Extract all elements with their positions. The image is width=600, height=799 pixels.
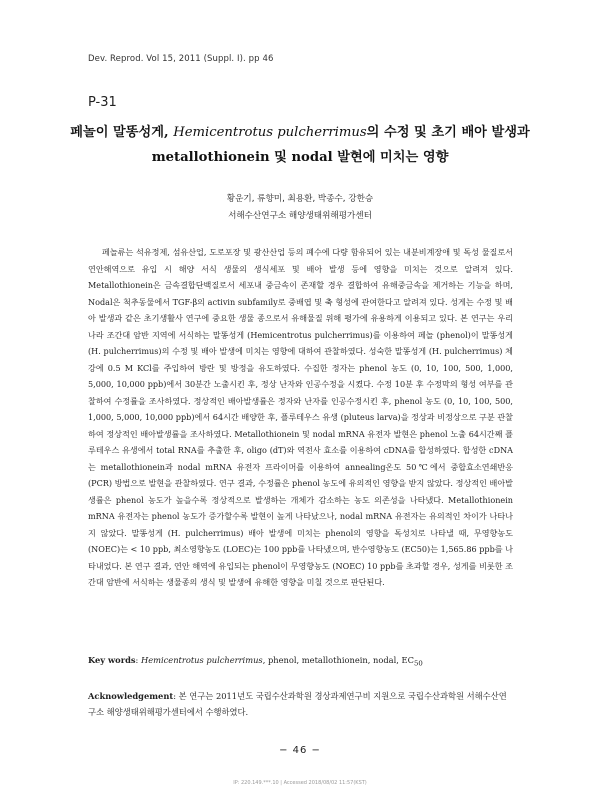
- abstract: [88, 244, 513, 591]
- paper-code: P-31: [88, 95, 117, 110]
- acknowledgement-label: Acknowledgement: [88, 691, 174, 701]
- access-info: IP: 220.149.***.10 | Accessed 2018/08/02 11:57(KST): [233, 780, 367, 786]
- abstract-text: 페놀류는 석유정제, 섬유산업, 도로포장 및 광산산업 등의 폐수에 다량 함유되어 있는 내분비계장애 및 독성 물질로서 연안해역으로 유입 시 해양 서식 생물의 생식세포 및 배아 발생 등에 영향을 미치는 것으로 알려져 있다. Metallothionein은 금속결합단백질로서 세포내 중금속이 존재할 경우 결합하여 유해중금속을 제거하는 기능을 하며, Nodal은 척추동물에서 TGF-β의 activin subfamily로 중배엽 및 축 형성에 관여한다고 알려져 있다. 성게는 수정 및 배아 발생과 같은 초기생활사 연구에 중요한 생물 종으로서 유해물질 위해 평가에 유용하게 이용되고 있다. 본 연구는 우리나라 조간대 암반 지역에 서식하는 말똥성게 (Hemicentrotus pulcherrimus)를 이용하여 페놀 (phenol)이 말똥성게 (H. pulcherrimus)의 수정 및 배아 발생에 미치는 영향에 대하여 관찰하였다. 성숙한 말똥성게 (H. pulcherrimus) 체강에 0.5 M KCl를 주입하여 방란 및 방정을 유도하였다. 수집한 정자는 phenol 농도 (0, 10, 100, 500, 1,000, 5,000, 10,000 ppb)에서 30분간 노출시킨 후, 정상 난자와 인공수정을 시켰다. 수정 10분 후 수정막의 형성 여부를 관찰하여 수정률을 조사하였다. 정상적인 배아발생률은 정자와 난자를 인공수정시킨 후, phenol 농도 (0, 10, 100, 500, 1,000, 5,000, 10,000 ppb)에서 64시간 배양한 후, 플루테우스 유생 (pluteus larva)을 정상과 비정상으로 구분 관찰하여 정상적인 배아발생률을 조사하였다. Metallothionein 및 nodal mRNA 유전자 발현은 phenol 노출 64시간째 플루테우스 유생에서 total RNA를 추출한 후, oligo (dT)와 역전사 효소를 이용하여 cDNA를 합성하였다. 합성한 cDNA는 metallothionein과 nodal mRNA 유전자 프라이머를 이용하여 annealing온도 50℃에서 중합효소연쇄반응 (PCR) 방법으로 발현을 관찰하였다. 연구 결과, 수정률은 phenol 농도에 유의적인 영향을 받지 않았다. 정상적인 배아발생률은 phenol 농도가 높을수록 정상적으로 발생하는 개체가 감소하는 농도 의존성을 나타냈다. Metallothionein mRNA 유전자는 phenol 농도가 증가할수록 발현이 높게 나타났으나, nodal mRNA 유전자는 유의적인 차이가 나타나지 않았다. 말똥성게 (H. pulcherrimus) 배아 발생에 미치는 phenol의 영향을 독성치로 나타낼 때, 무영향농도 (NOEC)는 < 10 ppb, 최소영향농도 (LOEC)는 100 ppb를 나타냈으며, 반수영향농도 (EC50)는 1,565.86 ppb를 나타내었다. 본 연구 결과, 연안 해역에 유입되는 phenol이 무영향농도 (NOEC) 10 ppb를 초과할 경우, 성게를 비롯한 조간대 암반에 서식하는 생물종의 생식 및 발생에 유해한 영향을 미칠 것으로 판단된다.: [88, 247, 513, 587]
- keywords-label: Key words: [88, 655, 136, 665]
- keywords-species: Hemicentrotus pulcherrimus: [140, 655, 263, 665]
- page-number: − 46 −: [279, 745, 321, 756]
- keywords-colon: :: [135, 655, 141, 665]
- affiliation: 서해수산연구소 해양생태위해평가센터: [228, 211, 372, 221]
- paper-title: [70, 120, 530, 170]
- title-species: Hemicentrotus pulcherrimus: [173, 125, 367, 140]
- title-part1: 페놀이 말똥성게,: [70, 125, 174, 140]
- keywords-rest: , phenol, metallothionein, nodal, EC: [262, 655, 414, 665]
- keywords: [88, 655, 513, 668]
- title-line2: metallothionein 및 nodal 발현에 미치는 영향: [151, 150, 449, 165]
- keywords-subscript: 50: [413, 659, 423, 668]
- author-list: 황운기, 류향미, 최용환, 박종수, 강한승: [226, 194, 374, 204]
- acknowledgement-text: : 본 연구는 2011년도 국립수산과학원 경상과제연구비 지원으로 국립수산과학원 서해수산연구소 해양생태위해평가센터에서 수행하였다.: [88, 691, 507, 717]
- acknowledgement: [88, 688, 513, 720]
- journal-header: Dev. Reprod. Vol 15, 2011 (Suppl. I). pp 46: [88, 54, 274, 64]
- title-part2: 의 수정 및 초기 배아 발생과: [366, 125, 530, 140]
